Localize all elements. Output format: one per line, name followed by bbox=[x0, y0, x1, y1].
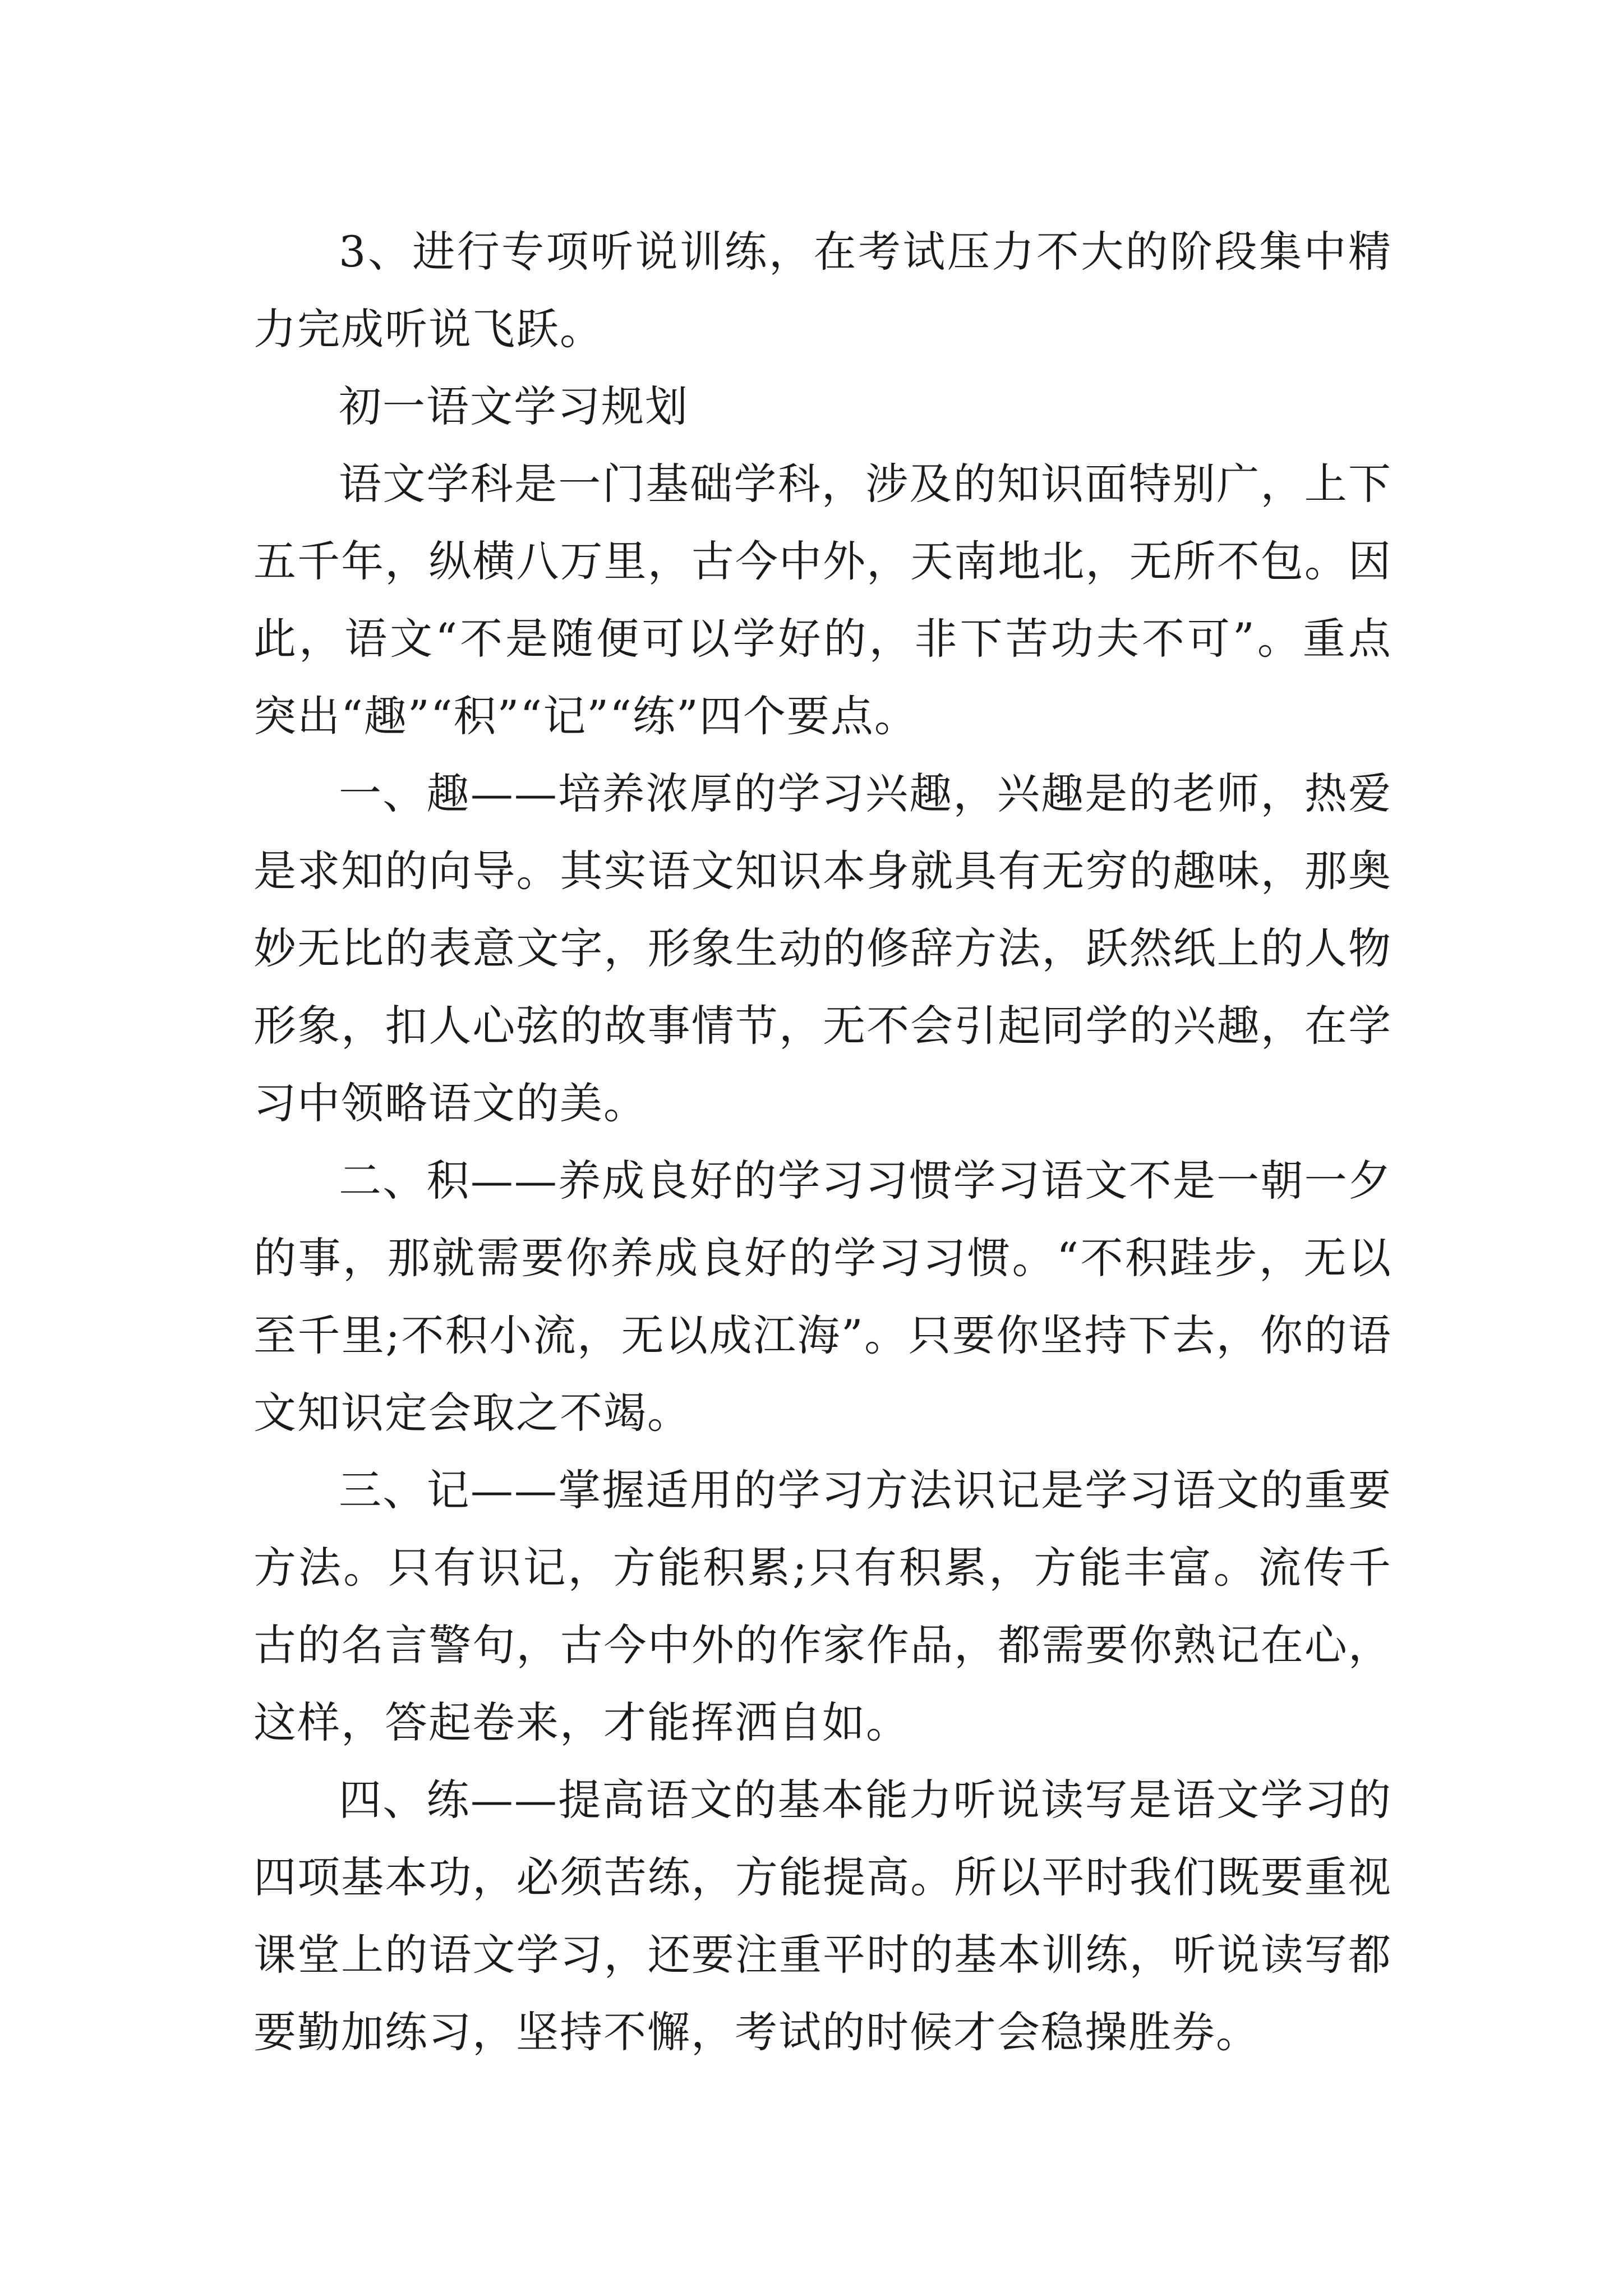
paragraph-item-3: 3、进行专项听说训练，在考试压力不大的阶段集中精力完成听说飞跃。 bbox=[253, 227, 1392, 354]
intro-paragraph: 语文学科是一门基础学科，涉及的知识面特别广，上下五千年，纵横八万里，古今中外，天南地北，无所不包。因此，语文“不是随便可以学好的，非下苦功夫不可”。重点突出“趣”“积”“记”“练”四个要点。 bbox=[253, 459, 1392, 741]
section-heading: 初一语文学习规划 bbox=[339, 381, 689, 431]
paragraph-practice: 四、练——提高语文的基本能力听说读写是语文学习的四项基本功，必须苦练，方能提高。所以平时我们既要重视课堂上的语文学习，还要注重平时的基本训练，听说读写都要勤加练习，坚持不懈，考试的时候才会稳操胜券。 bbox=[253, 1775, 1392, 2057]
document-body bbox=[253, 213, 1392, 2071]
paragraph-interest: 一、趣——培养浓厚的学习兴趣，兴趣是的老师，热爱是求知的向导。其实语文知识本身就具有无穷的趣味，那奥妙无比的表意文字，形象生动的修辞方法，跃然纸上的人物形象，扣人心弦的故事情节，无不会引起同学的兴趣，在学习中领略语文的美。 bbox=[253, 769, 1392, 1128]
paragraph-accumulate: 二、积——养成良好的学习习惯学习语文不是一朝一夕的事，那就需要你养成良好的学习习惯。“不积跬步，无以至千里;不积小流，无以成江海”。只要你坚持下去，你的语文知识定会取之不竭。 bbox=[253, 1156, 1392, 1438]
paragraph-memorize: 三、记——掌握适用的学习方法识记是学习语文的重要方法。只有识记，方能积累;只有积累，方能丰富。流传千古的名言警句，古今中外的作家作品，都需要你熟记在心，这样，答起卷来，才能挥洒自如。 bbox=[253, 1465, 1392, 1747]
